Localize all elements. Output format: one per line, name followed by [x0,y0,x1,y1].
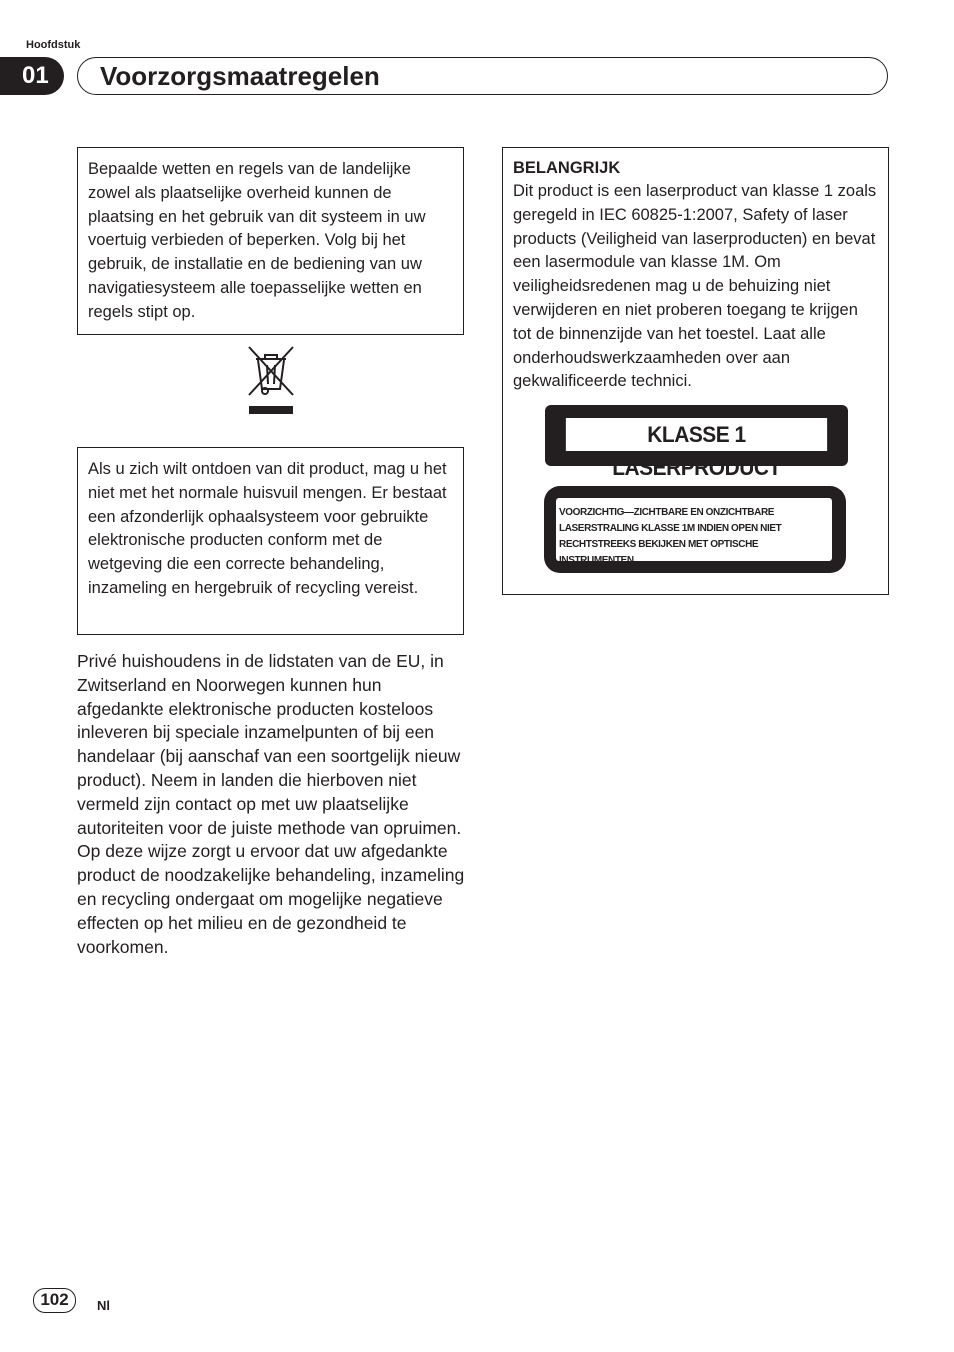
crossed-out-wheelie-bin-icon [246,345,296,417]
caution-label [544,486,846,573]
disposal-text: Als u zich wilt ontdoen van dit product, mag u het niet met het normale huisvuil mengen. Er bestaat een afzonderlijk ophaalsysteem voor gebruikte elektronische producten conform met de wetgeving die een correcte behandeling, inzameling en hergebruik of recycling vereist. [88,460,447,597]
laser-class-text: KLASSE 1 LASERPRODUCT [566,418,827,451]
important-heading: BELANGRIJK [513,159,621,177]
chapter-number-badge: 01 [0,57,64,95]
important-text: Dit product is een laserproduct van klasse 1 zoals geregeld in IEC 60825-1:2007, Safety of laser products (Veiligheid van laserproducten) en bevat een lasermodule van klasse 1M. Om veiligheidsredenen mag u de behuizing niet verwijderen en niet proberen toegang te krijgen tot de binnenzijde van het toestel. Laat alle onderhoudswerkzaamheden over aan gekwalificeerde technici. [513,182,877,391]
page-title: Voorzorgsmaatregelen [100,61,380,91]
recycling-paragraph: Privé huishoudens in de lidstaten van de EU, in Zwitserland en Noorwegen kunnen hun afgedankte elektronische producten kosteloos inleveren bij speciale inzamelpunten of bij een handelaar (bij aanschaf van een soortgelijk nieuw product). Neem in landen die hierboven niet vermeld zijn contact op met uw plaatselijke autoriteiten voor de juiste methode van opruimen. Op deze wijze zorgt u ervoor dat uw afgedankte product de noodzakelijke behandeling, inzameling en recycling ondergaat om mogelijke negatieve effecten op het milieu en de gezondheid te voorkomen. [77,651,465,957]
caution-line: VOORZICHTIG—ZICHTBARE EN ONZICHTBARE [559,507,775,518]
laser-class-label [545,405,848,480]
chapter-label: Hoofdstuk [26,39,81,51]
disposal-box [77,447,464,635]
notice-text: Bepaalde wetten en regels van de landelijke zowel als plaatselijke overheid kunnen de plaatsing en het gebruik van dit systeem in uw voertuig verbieden of beperken. Volg bij het gebruik, de installatie en de bediening van uw navigatiesysteem alle toepasselijke wetten en regels stipt op. [88,160,426,321]
language-code: Nl [97,1298,110,1313]
page-number: 102 [33,1288,76,1313]
caution-text [556,498,832,566]
caution-line: LASERSTRALING KLASSE 1M INDIEN OPEN NIET [559,523,782,534]
notice-box [77,147,464,335]
caution-line: RECHTSTREEKS BEKIJKEN MET OPTISCHE INSTRUMENTEN. [559,539,759,566]
